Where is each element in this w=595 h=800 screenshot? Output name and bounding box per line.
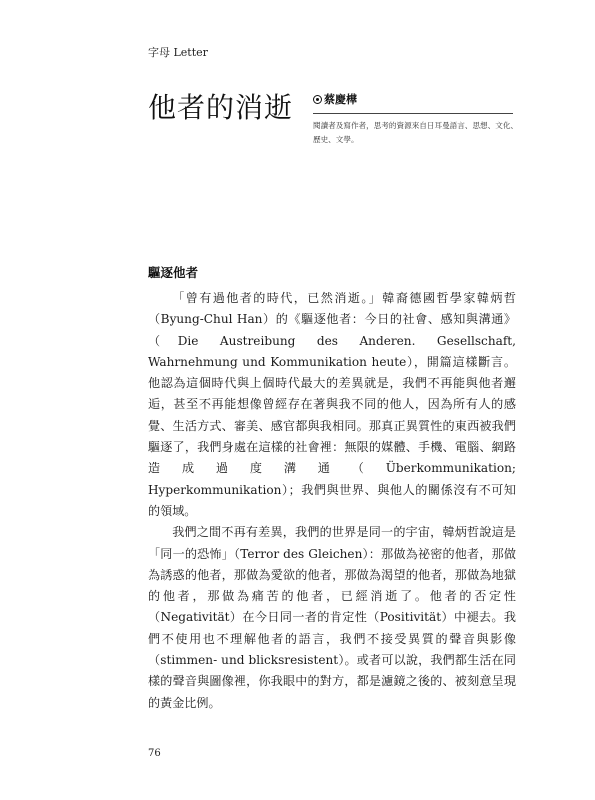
author-bullet-icon <box>313 95 322 104</box>
page-number: 76 <box>148 748 161 759</box>
author-block <box>313 91 519 147</box>
body-paragraph: 「曾有過他者的時代，已然消逝。」韓裔德國哲學家韓炳哲（Byung-Chul Han）的《驅逐他者：今日的社會、感知與溝通》（Die Austreibung des Anderen. Gesellschaft, Wahrnehmung und Kommunikation heute），開篇這樣斷言。他認為這個時代與上個時代最大的差異就是，我們不再能與他者邂逅，甚至不再能想像曾經存在著與我不同的他人，因為所有人的感覺、生活方式、審美、感官都與我相同。那真正異質性的東西被我們驅逐了，我們身處在這樣的社會裡：無限的媒體、手機、電腦、網路造成過度溝通（Überkommunikation; Hyperkommunikation）；我們與世界、與他人的關係沒有不可知的領域。 <box>148 291 516 518</box>
author-name: 蔡慶樺 <box>324 93 357 106</box>
article-body <box>148 288 516 714</box>
article-title: 他者的消逝 <box>148 91 294 124</box>
author-bio: 閱讀者及寫作者，思考的資源來自日耳曼語言、思想、文化、歷史、文學。 <box>313 121 519 144</box>
author-divider <box>313 113 513 114</box>
body-paragraph: 我們之間不再有差異，我們的世界是同一的宇宙，韓炳哲說這是「同一的恐怖」（Terror des Gleichen）：那做為祕密的他者，那做為誘惑的他者，那做為愛欲的他者，那做為渴望的他者，那做為地獄的他者，那做為痛苦的他者，已經消逝了。他者的否定性（Negativität）在今日同一者的肯定性（Positivität）中褪去。我們不使用也不理解他者的語言，我們不接受異質的聲音與影像（stimmen- und blicksresistent）。或者可以說，我們都生活在同樣的聲音與圖像裡，你我眼中的對方，都是濾鏡之後的、被刻意呈現的黃金比例。 <box>148 525 516 710</box>
section-label: 字母 Letter <box>148 46 208 59</box>
section-heading: 驅逐他者 <box>148 265 199 280</box>
author-byline <box>313 91 513 107</box>
